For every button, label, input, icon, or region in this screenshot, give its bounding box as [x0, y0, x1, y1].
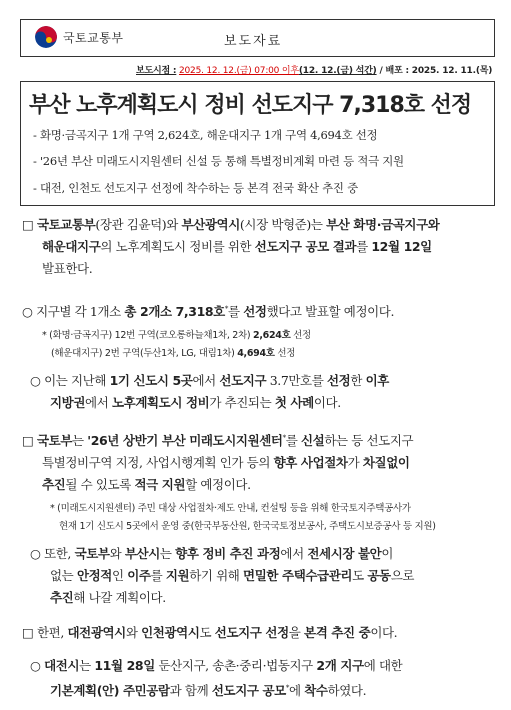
paragraph-5: ○ 또한, 국토부와 부산시는 향후 정비 추진 과정에서 전세시장 불안이 없는 안정적인 이주를 지원하기 위해 면밀한 주택수급관리도 공동으로 추진해 나갈 계획이다.	[30, 546, 415, 605]
paragraph-7: ○ 대전시는 11월 28일 둔산지구, 송촌·중리·법동지구 2개 지구에 대한 기본계획(안) 주민공람과 함께 선도지구 공모*에 착수하였다.	[30, 658, 403, 699]
taegeuk-icon	[35, 26, 57, 48]
paragraph-3: ○ 이는 지난해 1기 신도시 5곳에서 선도지구 3.7만호를 선정한 이후 지방권에서 노후계획도시 정비가 추진되는 첫 사례이다.	[30, 373, 389, 410]
embargo-paper: (12. 12.(금) 석간)	[298, 66, 377, 76]
embargo-time: 2025. 12. 12.(금) 07:00 이후	[178, 66, 299, 76]
page-title: 부산 노후계획도시 정비 선도지구 7,318호 선정	[29, 93, 472, 118]
press-release-label: 보도자료	[224, 34, 283, 49]
embargo-label: 보도시점 :	[136, 66, 177, 76]
note-2: * (미래도시지원센터) 주민 대상 사업절차·제도 안내, 컨설팅 등을 위해 한국토지주택공사가 현재 1기 신도시 5곳에서 운영 중(한국부동산원, 한국국토정보공사, 주택도시보증공사 등 지원)	[50, 503, 436, 532]
subtitle-1: - 화명·금곡지구 1개 구역 2,624호, 해운대지구 1개 구역 4,694호 선정	[33, 128, 378, 142]
paragraph-2: ○ 지구별 각 1개소 총 2개소 7,318호*를 선정했다고 발표할 예정이다.	[22, 304, 395, 320]
paragraph-6: □ 한편, 대전광역시와 인천광역시도 선도지구 선정을 본격 추진 중이다.	[22, 625, 398, 640]
embargo-line	[136, 63, 492, 76]
title-box	[20, 81, 495, 206]
ministry-logo	[35, 26, 123, 48]
note-1: * (화명·금곡지구) 12번 구역(코오롱하늘채1차, 2차) 2,624호 선정 (해운대지구) 2번 구역(두산1차, LG, 대림1차) 4,694호 선정	[42, 330, 311, 359]
subtitle-3: - 대전, 인천도 선도지구 선정에 착수하는 등 본격 전국 확산 추진 중	[33, 181, 358, 195]
paragraph-1: □ 국토교통부(장관 김윤덕)와 부산광역시(시장 박형준)는 부산 화명·금곡지구와 해운대지구의 노후계획도시 정비를 위한 선도지구 공모 결과를 12월 12일 발표한다.	[22, 217, 440, 276]
ministry-name: 국토교통부	[63, 30, 124, 45]
subtitle-2: - '26년 부산 미래도시지원센터 신설 등 통해 특별정비계획 마련 등 적극 지원	[33, 154, 404, 168]
header-box	[20, 19, 495, 57]
distribution-label: / 배포 :	[376, 66, 409, 76]
paragraph-4: □ 국토부는 '26년 상반기 부산 미래도시지원센터*를 신설하는 등 선도지구 특별정비구역 지정, 사업시행계획 인가 등의 향후 사업절차가 차질없이 추진될 수 있도록 적극 지원할 예정이다.	[22, 433, 414, 493]
distribution-date: 2025. 12. 11.(목)	[408, 66, 493, 76]
